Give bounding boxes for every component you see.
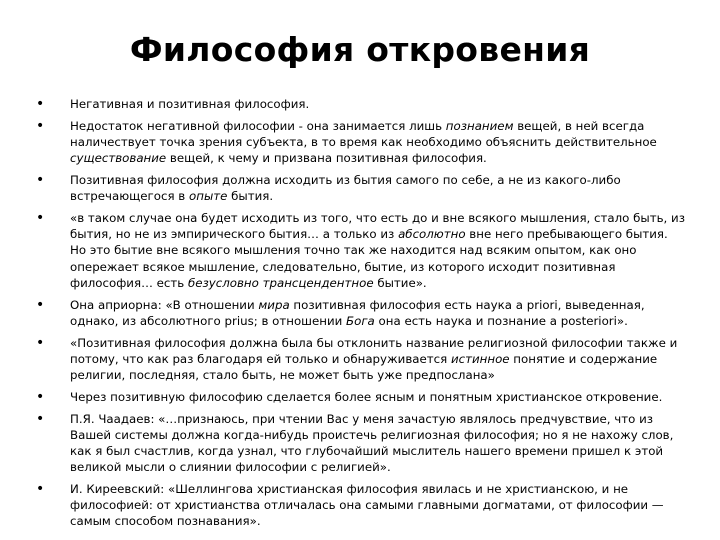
bullet-text <box>70 119 657 165</box>
text-segment: понятие и содержание религии, последняя, стало быть, не может быть уже предпослана» <box>70 351 658 383</box>
emphasis-text: истинное <box>450 351 510 366</box>
text-segment: П.Я. Чаадаев: «…признаюсь, при чтении Вас у меня зачастую являлось предчувствие, что из Вашей системы должна когда-нибудь проистечь религиозная философия; но я не нахожу слов, как я был счастлив, когда узнал, что глубочайший мыслитель нашего времени пришел к этой великой мысли о слиянии философии с религией». <box>70 411 674 475</box>
bullet-list <box>36 96 686 535</box>
text-segment: бытие». <box>373 275 427 290</box>
text-segment: Она априорна: «В отношении <box>70 297 259 312</box>
bullet-text <box>70 390 662 404</box>
bullet-text <box>70 482 664 528</box>
text-segment: «в таком случае она будет исходить из того, что есть до и вне всякого мышления, стало быть, из бытия, но не из эмпирического бытия… а только из <box>70 211 685 242</box>
bullet-text <box>70 412 673 475</box>
bullet-dot-icon: • <box>36 334 45 351</box>
bullet-item <box>36 389 686 405</box>
text-segment: вне него пребывающего бытия. Но это бытие вне всякого мышления точно так же находится над всяким опытом, как оно опережает всякое мышление, следовательно, бытие, из которого исходит позитивная философия… есть <box>70 227 668 290</box>
bullet-item <box>36 210 686 291</box>
bullet-dot-icon: • <box>36 210 45 226</box>
bullet-text <box>70 298 645 328</box>
text-segment: Недостаток негативной философии - она занимается лишь <box>70 118 446 133</box>
bullet-item <box>36 335 686 384</box>
bullet-dot-icon: • <box>36 172 45 188</box>
bullet-item <box>36 96 686 112</box>
slide-title: Философия откровения <box>129 30 591 69</box>
bullet-dot-icon: • <box>36 296 45 313</box>
emphasis-text: существование <box>70 151 167 166</box>
emphasis-text: опыте <box>189 189 228 204</box>
text-segment: И. Киреевский: «Шеллингова христианская философия явилась и не христианскою, и не философией: от христианства отличалась она самыми главными догматами, от философии — самым способом познавания». <box>70 482 664 529</box>
text-segment: позитивная философия есть наука a priori, выведенная, однако, из абсолютного prius; в отношении <box>70 297 645 328</box>
text-segment: бытия. <box>227 189 274 204</box>
bullet-dot-icon: • <box>36 388 45 405</box>
bullet-item <box>36 172 686 204</box>
text-segment: Позитивная философия должна исходить из бытия самого по себе, а не из какого-либо встречающегося в <box>70 173 621 204</box>
bullet-item <box>36 297 686 329</box>
emphasis-text: Бога <box>346 313 375 328</box>
emphasis-text: мира <box>258 297 290 312</box>
bullet-dot-icon: • <box>36 481 45 498</box>
bullet-dot-icon: • <box>36 96 45 112</box>
bullet-dot-icon: • <box>36 117 45 134</box>
bullet-text <box>70 336 677 382</box>
bullet-item <box>36 481 686 530</box>
bullet-text <box>70 211 685 290</box>
text-segment: вещей, в ней всегда наличествует точка зрения субъекта, в то время как необходимо объяснить действительное <box>70 118 657 149</box>
bullet-item <box>36 118 686 167</box>
emphasis-text: познанием <box>445 118 514 133</box>
text-segment: «Позитивная философия должна была бы отклонить название религиозной философии также и потому, что как раз благодаря ей только и обнаруживается <box>70 335 678 366</box>
emphasis-text: абсолютно <box>398 227 466 242</box>
text-segment: она есть наука и познание a posteriori». <box>374 313 628 328</box>
text-segment: Негативная и позитивная философия. <box>70 97 310 111</box>
text-segment: Через позитивную философию сделается более ясным и понятным христианское откровение. <box>70 389 663 404</box>
bullet-dot-icon: • <box>36 410 45 427</box>
emphasis-text: безусловно трансцендентное <box>187 275 374 290</box>
text-segment: вещей, к чему и призвана позитивная философия. <box>166 151 487 166</box>
bullet-text <box>70 173 621 203</box>
bullet-text <box>70 97 309 111</box>
bullet-item <box>36 411 686 476</box>
